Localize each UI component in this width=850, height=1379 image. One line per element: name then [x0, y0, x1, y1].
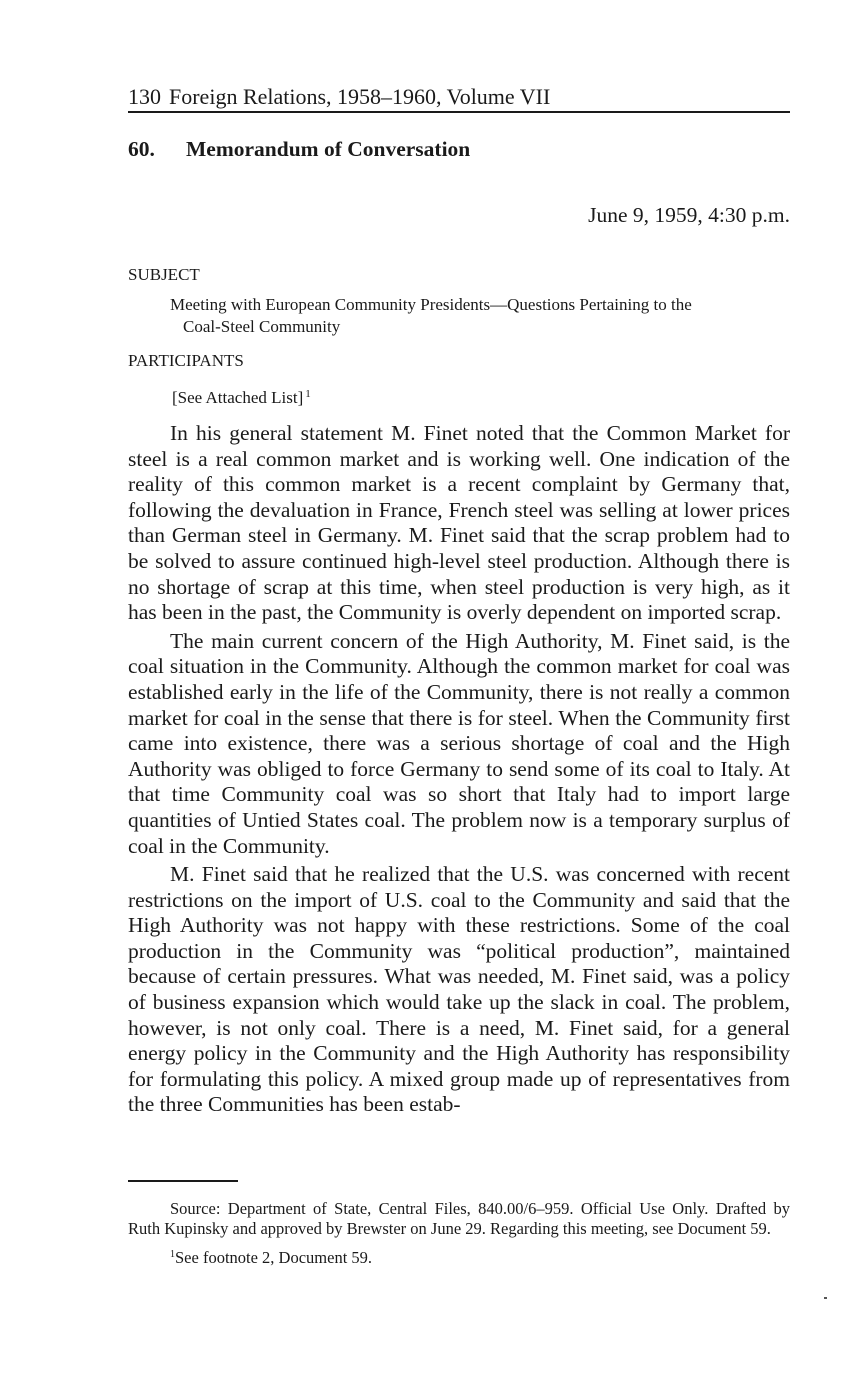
participants-text: [172, 382, 311, 410]
body-text: [128, 421, 790, 1121]
document-title: Memorandum of Conversation: [186, 137, 471, 161]
footnote-1-text: See footnote 2, Document 59.: [175, 1248, 373, 1267]
document-number: 60.: [128, 137, 155, 161]
footnote-1: [128, 1245, 790, 1268]
subject-line-1: Meeting with European Community Presidents—Questions Pertaining to the: [170, 295, 692, 314]
running-head: [128, 82, 790, 112]
participants-label: PARTICIPANTS: [128, 351, 244, 370]
body-paragraph: The main current concern of the High Authority, M. Finet said, is the coal situation in the Community. Although the common market for coal was established early in the life of the Community, there is not really a common market for coal in the sense that there is for steel. When the Community first came into existence, there was a serious shortage of coal and the High Authority was obliged to force Germany to send some of its coal to Italy. At that time Community coal was so short that Italy had to import large quantities of Untied States coal. The problem now is a temporary surplus of coal in the Community.: [128, 628, 790, 858]
footnote-ref-1: 1: [305, 388, 311, 400]
footnote-1-marker: 1: [170, 1249, 175, 1260]
footnote-rule: [128, 1180, 238, 1182]
document-date: June 9, 1959, 4:30 p.m.: [588, 203, 790, 227]
volume-title: Foreign Relations, 1958–1960, Volume VII: [169, 84, 551, 109]
body-paragraph: M. Finet said that he realized that the U.S. was concerned with recent restrictions on the import of U.S. coal to the Community and said that the High Authority was not happy with these restrictions. Some of the coal production in the Community was “political production”, maintained because of certain pressures. What was needed, M. Finet said, was a policy of business expansion which would take up the slack in coal. The problem, however, is not only coal. There is a need, M. Finet said, for a general energy policy in the Community and the High Authority has responsibility for formulating this policy. A mixed group made up of representatives from the three Communities has been estab-: [128, 862, 790, 1117]
participants-list: [See Attached List]: [172, 388, 304, 407]
footnotes: [128, 1199, 790, 1274]
page-number: 130: [128, 84, 161, 109]
scan-speck: [824, 1297, 827, 1299]
header-rule: [128, 111, 790, 113]
subject-line-2: Coal-Steel Community: [183, 317, 341, 336]
subject-label: SUBJECT: [128, 265, 200, 284]
subject-text: [170, 294, 790, 338]
document-heading: [128, 135, 470, 163]
source-note: Source: Department of State, Central Files, 840.00/6–959. Official Use Only. Drafted by Ruth Kupinsky and approved by Brewster on June 29. Regarding this meeting, see Document 59.: [128, 1199, 790, 1238]
body-paragraph: In his general statement M. Finet noted that the Common Market for steel is a real common market and is working well. One indication of the reality of this common market is a recent complaint by Germany that, following the devaluation in France, French steel was selling at lower prices than German steel in Germany. M. Finet said that the scrap problem had to be solved to assure continued high-level steel production. Although there is no shortage of scrap at this time, when steel production is very high, as it has been in the past, the Community is overly dependent on imported scrap.: [128, 421, 790, 625]
